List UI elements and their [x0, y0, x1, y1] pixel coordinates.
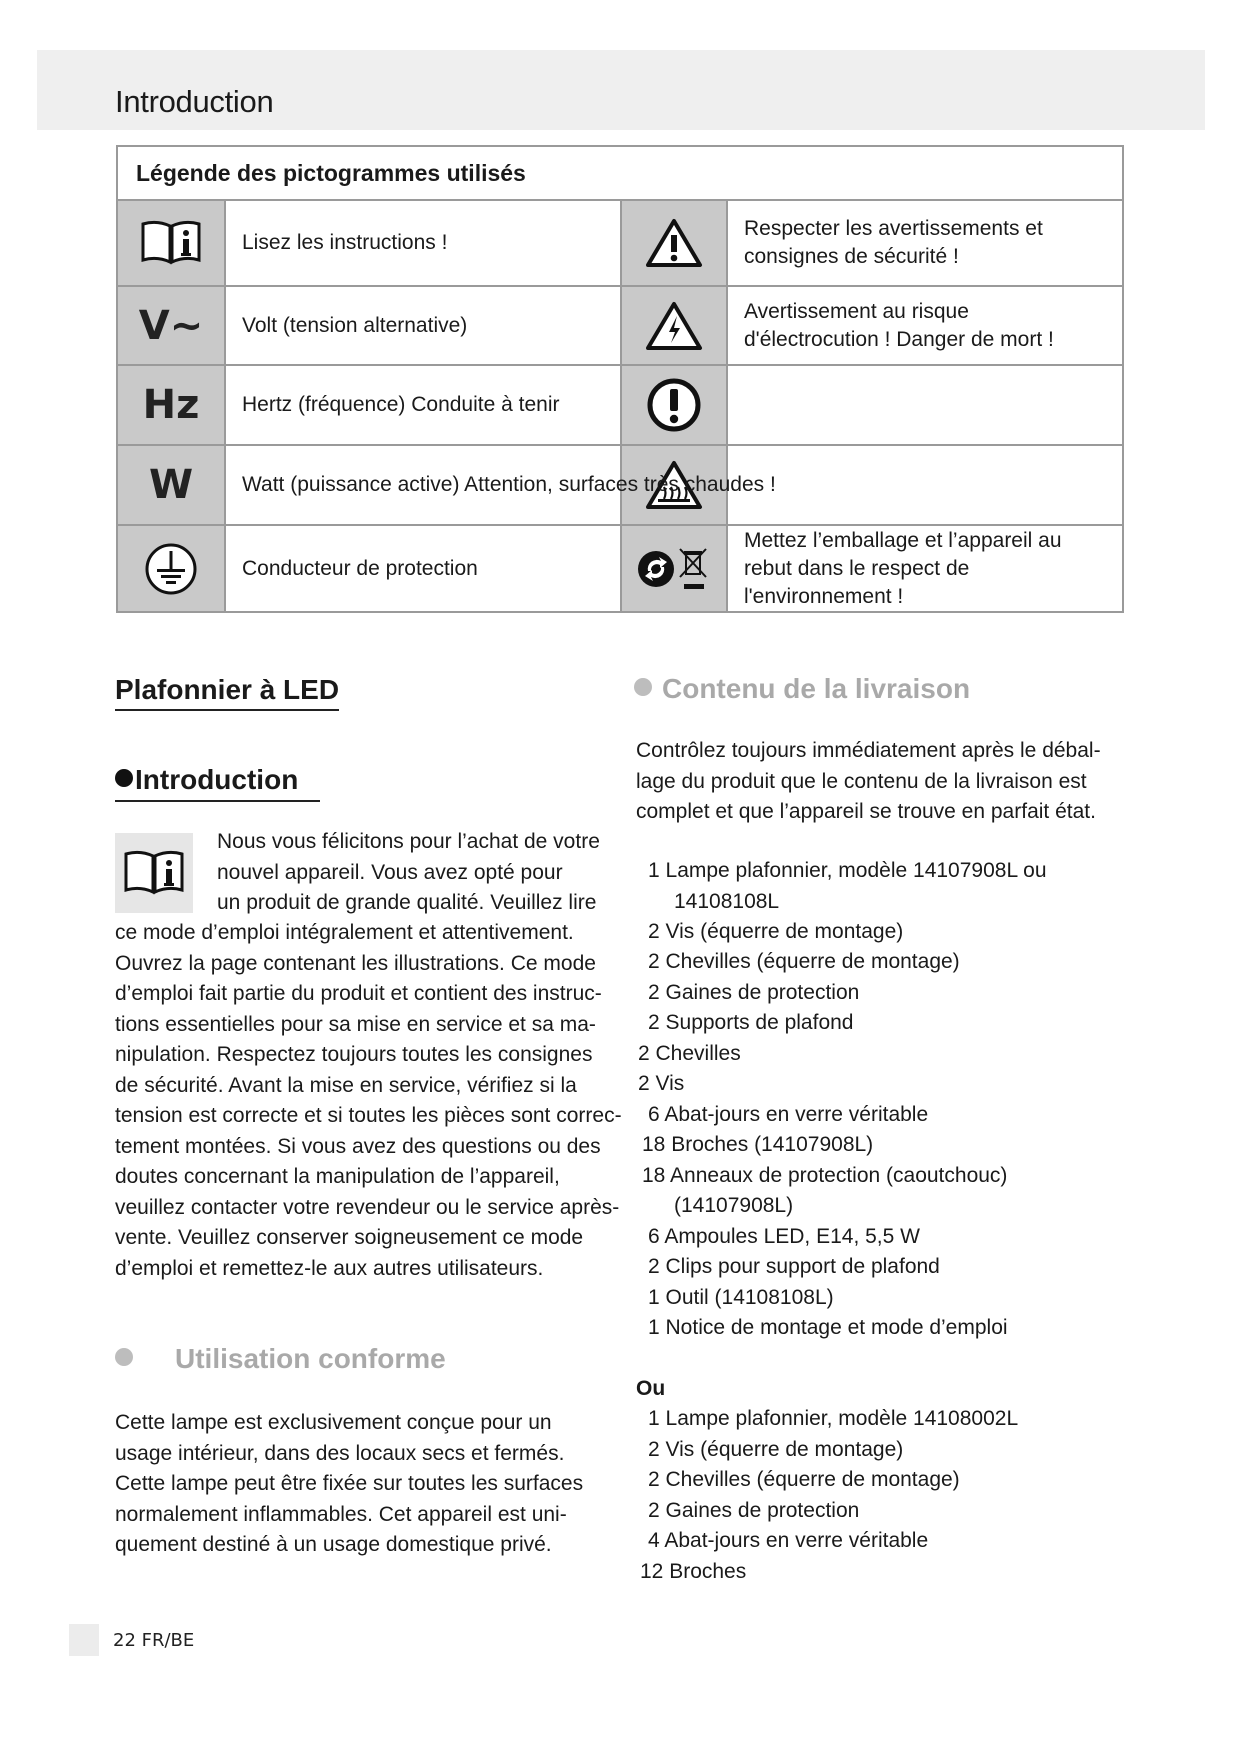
usage-paragraph: Cette lampe est exclusivement conçue pour un usage intérieur, dans des locaux secs et fermés. Cette lampe peut être fixée sur toutes les surfaces normalement inflammables. Cet appareil est uni- quement destiné à un usage domestique privé.	[115, 1411, 584, 1556]
warning-triangle-icon	[620, 201, 728, 285]
list-item: 1 Lampe plafonnier, modèle 14107908L ou	[648, 859, 1047, 882]
product-title: Plafonnier à LED	[115, 674, 339, 711]
bullet-icon	[115, 769, 133, 787]
delivery-intro: Contrôlez toujours immédiatement après le débal- lage du produit que le contenu de la livraison est complet et que l’appareil se trouve en parfait état.	[636, 739, 1101, 823]
legend-title: Légende des pictogrammes utilisés	[118, 147, 1122, 201]
list-item: 1 Lampe plafonnier, modèle 14108002L	[648, 1407, 1019, 1430]
legend-text: Hertz (fréquence) Conduite à tenir	[242, 393, 560, 416]
intro-paragraph-part1: Nous vous félicitons pour l’achat de votre nouvel appareil. Vous avez opté pour un produit de grande qualité. Veuillez lire	[217, 830, 600, 914]
bullet-icon	[634, 678, 652, 696]
legend-row	[118, 446, 1122, 526]
legend-text: Lisez les instructions !	[242, 231, 448, 254]
protective-earth-icon	[118, 526, 226, 611]
list-item: 2 Supports de plafond	[648, 1011, 854, 1034]
intro-paragraph-part2: ce mode d’emploi intégralement et attentivement. Ouvrez la page contenant les illustrations. Ce mode d’emploi fait partie du produit et contient des instruc- tions essentielles pour sa mise en service et sa ma- nipulation. Respectez toujours toutes les consignes de sécurité. Avant la mise en service, vérifiez si la tension est correcte et si toutes les pièces sont correc- tement montées. Si vous avez des questions ou des doutes concernant la manipulation de l’appareil, veuillez contacter votre revendeur ou le service après- vente. Veuillez conserver soigneusement ce mode d’emploi et remettez-le aux autres utilisateurs.	[115, 921, 622, 1280]
recycle-bin-icon	[620, 526, 728, 611]
pictogram-legend-table	[116, 145, 1124, 613]
page-number: 22 FR/BE	[113, 1630, 195, 1651]
list-item: 1 Notice de montage et mode d’emploi	[648, 1316, 1008, 1339]
delivery-heading: Contenu de la livraison	[634, 673, 970, 705]
list-item: 1 Outil (14108108L)	[648, 1286, 834, 1309]
watt-symbol: W	[118, 446, 226, 524]
list-item: 18 Broches (14107908L)	[642, 1133, 874, 1156]
legend-text	[728, 366, 1122, 444]
list-item: 2 Vis (équerre de montage)	[648, 920, 904, 943]
list-item: 2 Chevilles (équerre de montage)	[648, 1468, 960, 1491]
list-item: 6 Abat-jours en verre véritable	[648, 1103, 929, 1126]
legend-text: Volt (tension alternative)	[242, 313, 468, 337]
intro-heading: Introduction	[115, 764, 320, 802]
legend-row	[118, 526, 1122, 611]
list-item: 2 Chevilles	[638, 1042, 741, 1065]
book-info-icon	[118, 201, 226, 285]
list-item: 2 Clips pour support de plafond	[648, 1255, 940, 1278]
volt-symbol: V~	[118, 287, 226, 364]
page-number-marker	[69, 1624, 99, 1656]
list-item: 2 Vis	[638, 1072, 685, 1095]
hertz-symbol: Hz	[118, 366, 226, 444]
page-title: Introduction	[115, 84, 274, 119]
legend-text: Respecter les avertissements et consignes de sécurité !	[744, 217, 1043, 268]
or-label: Ou	[636, 1377, 666, 1400]
legend-row	[118, 287, 1122, 366]
list-item: (14107908L)	[674, 1194, 794, 1217]
legend-row	[118, 201, 1122, 287]
legend-row	[118, 366, 1122, 446]
usage-heading: Utilisation conforme	[115, 1343, 446, 1375]
legend-text: Mettez l’emballage et l’appareil au rebut dans le respect de l'environnement !	[744, 528, 1062, 608]
legend-text: Watt (puissance active) Attention, surfaces très chaudes !	[242, 473, 776, 496]
legend-text: Avertissement au risque d'électrocution ! Danger de mort !	[744, 299, 1054, 351]
list-item: 2 Vis (équerre de montage)	[648, 1438, 904, 1461]
list-item: 2 Chevilles (équerre de montage)	[648, 950, 960, 973]
list-item: 2 Gaines de protection	[648, 981, 860, 1004]
exclamation-circle-icon	[620, 366, 728, 444]
legend-text: Conducteur de protection	[242, 556, 478, 580]
list-item: 4 Abat-jours en verre véritable	[648, 1529, 929, 1552]
list-item: 6 Ampoules LED, E14, 5,5 W	[648, 1225, 920, 1248]
list-item: 18 Anneaux de protection (caoutchouc)	[642, 1164, 1008, 1187]
book-info-icon	[115, 833, 193, 913]
electric-shock-triangle-icon	[620, 287, 728, 364]
list-item: 12 Broches	[640, 1560, 747, 1583]
bullet-icon	[115, 1348, 133, 1366]
list-item: 2 Gaines de protection	[648, 1499, 860, 1522]
list-item: 14108108L	[674, 890, 780, 913]
